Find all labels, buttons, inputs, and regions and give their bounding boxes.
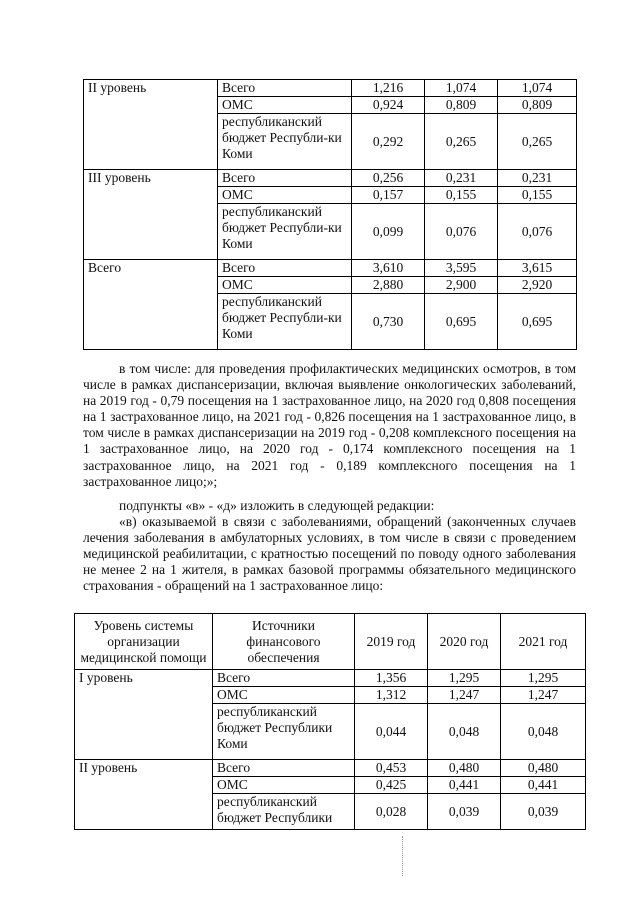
value-cell: 1,295 xyxy=(428,670,501,687)
value-cell: 0,256 xyxy=(352,170,425,187)
financing-table-continued xyxy=(83,79,577,350)
scan-artifact xyxy=(402,836,405,876)
level-cell: II уровень xyxy=(75,760,213,830)
value-cell: 3,610 xyxy=(352,260,425,277)
value-cell: 0,695 xyxy=(425,294,498,350)
source-cell: ОМС xyxy=(213,687,355,704)
header-year-2019: 2019 год xyxy=(355,614,428,670)
value-cell: 0,231 xyxy=(425,170,498,187)
value-cell: 3,595 xyxy=(425,260,498,277)
source-cell: ОМС xyxy=(218,277,352,294)
value-cell: 0,265 xyxy=(425,114,498,170)
value-cell: 2,880 xyxy=(352,277,425,294)
value-cell: 0,695 xyxy=(498,294,577,350)
source-cell: Всего xyxy=(213,760,355,777)
value-cell: 1,247 xyxy=(501,687,586,704)
value-cell: 1,216 xyxy=(352,80,425,97)
source-cell: ОМС xyxy=(218,97,352,114)
financing-table xyxy=(74,613,586,830)
level-cell: II уровень xyxy=(84,80,218,170)
source-cell: республиканский бюджет Республи-ки Коми xyxy=(218,294,352,350)
value-cell: 0,809 xyxy=(498,97,577,114)
level-cell: Всего xyxy=(84,260,218,350)
level-cell: III уровень xyxy=(84,170,218,260)
value-cell: 0,044 xyxy=(355,704,428,760)
header-year-2021: 2021 год xyxy=(501,614,586,670)
header-year-2020: 2020 год xyxy=(428,614,501,670)
header-level: Уровень системы организации медицинской помощи xyxy=(75,614,213,670)
value-cell: 0,292 xyxy=(352,114,425,170)
value-cell: 0,265 xyxy=(498,114,577,170)
source-cell: ОМС xyxy=(213,777,355,794)
value-cell: 0,099 xyxy=(352,204,425,260)
source-cell: Всего xyxy=(218,170,352,187)
source-cell: Всего xyxy=(218,260,352,277)
source-cell: республиканский бюджет Республи-ки Коми xyxy=(218,114,352,170)
value-cell: 0,231 xyxy=(498,170,577,187)
value-cell: 0,441 xyxy=(501,777,586,794)
value-cell: 0,048 xyxy=(501,704,586,760)
value-cell: 0,480 xyxy=(501,760,586,777)
value-cell: 1,074 xyxy=(425,80,498,97)
value-cell: 0,076 xyxy=(498,204,577,260)
paragraph-preventive-visits: в том числе: для проведения профилактических медицинских осмотров, в том числе в рамках диспансеризации, включая выявление онкологических заболеваний, на 2019 год - 0,79 посещения на 1 застрахованное лицо, на 2020 год 0,808 посещения на 1 застрахованное лицо, на 2021 год - 0,826 посещения на 1 застрахованное лицо, в том числе в рамках диспансеризации на 2019 год - 0,208 комплексного посещения на 1 застрахованное лицо, на 2020 год - 0,174 комплексного посещения на 1 застрахованное лицо, на 2021 год - 0,189 комплексного посещения на 1 застрахованное лицо;»; xyxy=(83,361,576,489)
paragraph-subitems-intro: подпункты «в» - «д» изложить в следующей редакции: xyxy=(119,498,435,513)
level-cell: I уровень xyxy=(75,670,213,760)
value-cell: 0,924 xyxy=(352,97,425,114)
value-cell: 0,453 xyxy=(355,760,428,777)
source-cell: республиканский бюджет Республики Коми xyxy=(213,704,355,760)
paragraph-item-v: «в) оказываемой в связи с заболеваниями, обращений (законченных случаев лечения заболевания в амбулаторных условиях, в том числе в связи с проведением медицинской реабилитации, с кратностью посещений по поводу одного заболевания не менее 2 на 1 жителя, в рамках базовой программы обязательного медицинского страхования - обращений на 1 застрахованное лицо: xyxy=(83,514,576,594)
value-cell: 1,356 xyxy=(355,670,428,687)
value-cell: 1,312 xyxy=(355,687,428,704)
source-cell: республиканский бюджет Республики xyxy=(213,794,355,830)
source-cell: Всего xyxy=(213,670,355,687)
value-cell: 0,048 xyxy=(428,704,501,760)
value-cell: 1,074 xyxy=(498,80,577,97)
value-cell: 2,900 xyxy=(425,277,498,294)
value-cell: 0,730 xyxy=(352,294,425,350)
source-cell: республиканский бюджет Республи-ки Коми xyxy=(218,204,352,260)
value-cell: 0,155 xyxy=(425,187,498,204)
value-cell: 0,157 xyxy=(352,187,425,204)
value-cell: 0,809 xyxy=(425,97,498,114)
value-cell: 3,615 xyxy=(498,260,577,277)
value-cell: 2,920 xyxy=(498,277,577,294)
value-cell: 0,480 xyxy=(428,760,501,777)
value-cell: 1,295 xyxy=(501,670,586,687)
value-cell: 0,039 xyxy=(501,794,586,830)
value-cell: 0,441 xyxy=(428,777,501,794)
value-cell: 0,076 xyxy=(425,204,498,260)
value-cell: 0,039 xyxy=(428,794,501,830)
source-cell: ОМС xyxy=(218,187,352,204)
source-cell: Всего xyxy=(218,80,352,97)
header-source: Источники финансового обеспечения xyxy=(213,614,355,670)
value-cell: 0,028 xyxy=(355,794,428,830)
value-cell: 1,247 xyxy=(428,687,501,704)
value-cell: 0,155 xyxy=(498,187,577,204)
value-cell: 0,425 xyxy=(355,777,428,794)
